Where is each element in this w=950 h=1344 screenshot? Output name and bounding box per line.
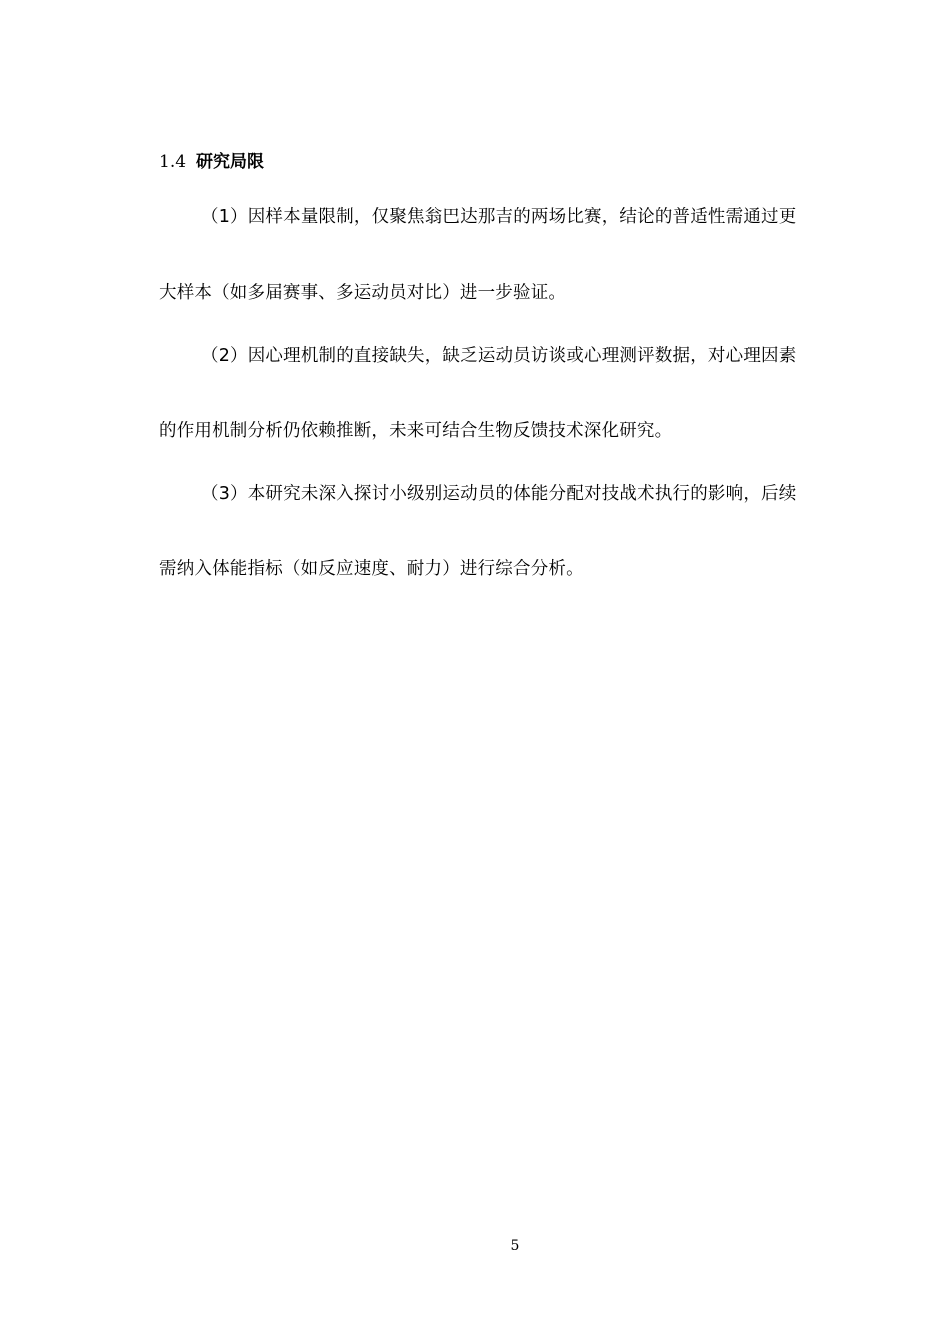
paragraph-3-line-2: 需纳入体能指标（如反应速度、耐力）进行综合分析。 <box>159 559 584 579</box>
paragraph-3-line-1: （3）本研究未深入探讨小级别运动员的体能分配对技战术执行的影响，后续 <box>201 484 797 504</box>
section-title: 研究局限 <box>196 152 265 172</box>
section-number: 1.4 <box>159 152 187 172</box>
paragraph-2-line-2: 的作用机制分析仍依赖推断，未来可结合生物反馈技术深化研究。 <box>159 421 673 441</box>
section-heading <box>159 150 264 174</box>
paragraph-1-line-1: （1）因样本量限制，仅聚焦翁巴达那吉的两场比赛，结论的普适性需通过更 <box>201 207 797 227</box>
paragraph-2-line-1: （2）因心理机制的直接缺失，缺乏运动员访谈或心理测评数据，对心理因素 <box>201 346 797 366</box>
page-number: 5 <box>510 1238 520 1254</box>
paragraph-1-line-2: 大样本（如多届赛事、多运动员对比）进一步验证。 <box>159 283 567 303</box>
